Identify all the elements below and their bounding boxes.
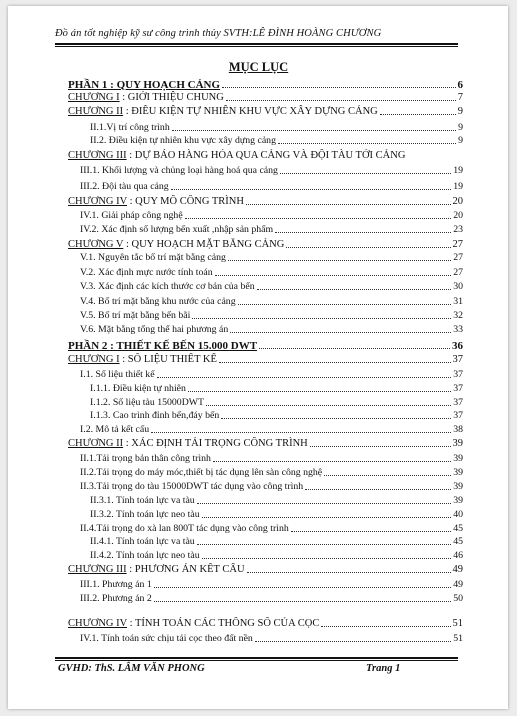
toc-page-number: 19 — [453, 181, 463, 192]
toc-page-number: 39 — [453, 467, 463, 478]
toc-chapter-title: : PHƯƠNG ÁN KẾT CẤU — [126, 564, 245, 575]
toc-entry-title: III.2. Phương án 2 — [80, 593, 152, 604]
toc-entry-title: V.5. Bố trí mặt bằng bến bãi — [80, 310, 191, 321]
toc-entry-title: I.1. Số liệu thiết kế — [80, 369, 155, 380]
toc-chapter-entry — [68, 437, 463, 451]
toc-entry-title: II.1.Tải trọng bản thân công trình — [80, 453, 211, 464]
toc-page-number: 38 — [453, 424, 463, 435]
toc-part-entry — [68, 339, 463, 353]
toc-entry-title: IV.1. Giải pháp công nghệ — [80, 210, 183, 221]
toc-dot-leader — [278, 134, 456, 144]
toc-page-number: 37 — [453, 410, 463, 421]
toc-title: MỤC LỤC — [228, 60, 289, 74]
toc-chapter-entry — [68, 105, 463, 119]
toc-chapter-entry — [68, 91, 463, 105]
toc-page-number: 39 — [452, 438, 463, 449]
toc-dot-leader — [192, 309, 451, 319]
toc-entry-title: III.2. Đội tàu qua cảng — [80, 181, 169, 192]
toc-entry-title: IV.1. Tính toán sức chịu tải cọc theo đất nền — [80, 633, 253, 644]
toc-section-entry — [90, 494, 463, 508]
toc-dot-leader — [321, 617, 450, 627]
toc-chapter-label: CHƯƠNG IV — [68, 618, 127, 629]
toc-page-number: 23 — [453, 224, 463, 235]
toc-chapter-entry — [68, 617, 463, 631]
toc-section-entry — [80, 309, 463, 323]
toc-section-entry — [80, 368, 463, 382]
toc-entry-title: PHẦN 2 : THIẾT KẾ BẾN 15.000 DWT — [68, 340, 258, 352]
toc-page-number: 36 — [452, 340, 463, 352]
toc-entry-title: II.4.Tải trọng do xà lan 800T tác dụng vào công trình — [80, 523, 289, 534]
toc-section-entry — [80, 323, 463, 337]
toc-dot-leader — [202, 549, 452, 559]
toc-entry-title: I.1.1. Điều kiện tự nhiên — [90, 383, 186, 394]
toc-page-number: 9 — [457, 106, 463, 117]
toc-dot-leader — [255, 632, 451, 642]
toc-section-entry — [80, 452, 463, 466]
toc-page-number: 45 — [453, 536, 463, 547]
toc-page-number: 9 — [458, 122, 463, 133]
toc-dot-leader — [286, 238, 450, 248]
toc-chapter-label: CHƯƠNG II — [68, 438, 124, 449]
toc-chapter-label: CHƯƠNG III — [68, 150, 127, 161]
toc-dot-leader — [154, 592, 451, 602]
toc-page-number: 39 — [453, 481, 463, 492]
toc-dot-leader — [275, 223, 451, 233]
footer-rule — [55, 657, 458, 659]
toc-entry-title: I.2. Mô tả kết cấu — [80, 424, 150, 435]
toc-page-number: 37 — [453, 397, 463, 408]
toc-entry-title: V.2. Xác định mực nước tính toán — [80, 267, 213, 278]
toc-section-entry — [90, 396, 463, 410]
toc-page-number: 31 — [453, 296, 463, 307]
toc-chapter-title: : DỰ BÁO HÀNG HÓA QUA CẢNG VÀ ĐỘI TÀU TỚI CẢNG — [126, 150, 406, 161]
toc-chapter-title: : SỐ LIỆU THIẾT KẾ — [119, 354, 217, 365]
toc-entry-title: V.4. Bố trí mặt bằng khu nước của cảng — [80, 296, 236, 307]
toc-section-entry — [80, 209, 463, 223]
toc-entry-title: IV.2. Xác định số lượng bến xuất ,nhập sản phẩm — [80, 224, 274, 235]
toc-page-number: 27 — [453, 252, 463, 263]
toc-entry-title: V.6. Mặt bằng tổng thể hai phương án — [80, 324, 229, 335]
toc-section-entry — [90, 549, 463, 563]
toc-page-number: 39 — [453, 453, 463, 464]
toc-page-number: 37 — [453, 369, 463, 380]
page-header: Đồ án tốt nghiệp kỹ sư công trình thủy SVTH:LÊ ĐÌNH HOÀNG CHƯƠNG — [55, 28, 382, 39]
toc-section-entry — [80, 295, 463, 309]
toc-dot-leader — [310, 437, 451, 447]
toc-entry-title: II.1.Vị trí công trình — [90, 122, 170, 133]
toc-dot-leader — [259, 339, 450, 349]
toc-chapter-title: : QUY MÔ CÔNG TRÌNH — [127, 196, 244, 207]
toc-chapter-title: : ĐIỀU KIỆN TỰ NHIÊN KHU VỰC XÂY DỰNG CẢNG — [123, 106, 378, 117]
toc-chapter-entry — [68, 353, 463, 367]
toc-chapter-title: : GIỚI THIỆU CHUNG — [119, 92, 224, 103]
toc-page-number: 27 — [453, 267, 463, 278]
toc-section-entry — [80, 180, 463, 194]
toc-dot-leader — [197, 494, 451, 504]
toc-entry-title: V.3. Xác định các kích thước cơ bản của bến — [80, 281, 255, 292]
toc-entry-title: II.2. Điều kiện tự nhiên khu vực xây dựng cảng — [90, 135, 276, 146]
toc-entry-title: II.4.2. Tính toán lực neo tàu — [90, 550, 200, 561]
toc-entry-title — [68, 195, 244, 209]
toc-page-number: 45 — [453, 523, 463, 534]
toc-page-number: 6 — [457, 79, 463, 91]
toc-part-entry — [68, 78, 463, 92]
toc-entry-title — [68, 105, 378, 119]
toc-chapter-label: CHƯƠNG IV — [68, 196, 127, 207]
toc-dot-leader — [202, 508, 452, 518]
toc-dot-leader — [246, 195, 451, 205]
toc-page-number: 51 — [453, 633, 463, 644]
toc-section-entry — [90, 121, 463, 135]
toc-section-entry — [80, 522, 463, 536]
toc-chapter-title: : XÁC ĐỊNH TẢI TRỌNG CÔNG TRÌNH — [123, 438, 308, 449]
toc-page-number: 9 — [458, 135, 463, 146]
toc-section-entry — [90, 382, 463, 396]
toc-section-entry — [80, 578, 463, 592]
toc-entry-title: III.1. Phương án 1 — [80, 579, 152, 590]
toc-page-number: 20 — [452, 196, 463, 207]
toc-chapter-label: CHƯƠNG II — [68, 106, 124, 117]
toc-page-number: 50 — [453, 593, 463, 604]
toc-chapter-title: : QUY HOẠCH MẶT BẰNG CẢNG — [123, 239, 285, 250]
toc-entry-title — [68, 437, 308, 451]
toc-chapter-label: CHƯƠNG III — [68, 564, 127, 575]
toc-dot-leader — [151, 423, 451, 433]
toc-section-entry — [90, 134, 463, 148]
toc-chapter-title: : TÍNH TOÁN CÁC THÔNG SỐ CỦA CỌC — [127, 618, 320, 629]
toc-entry-title — [68, 617, 319, 631]
toc-entry-title: I.1.3. Cao trình đỉnh bến,đáy bến — [90, 410, 220, 421]
toc-entry-title: PHẦN 1 : QUY HOẠCH CẢNG — [68, 79, 221, 91]
toc-dot-leader — [305, 480, 451, 490]
toc-section-entry — [80, 592, 463, 606]
toc-dot-leader — [221, 409, 451, 419]
toc-entry-title — [68, 563, 245, 577]
toc-chapter-label: CHƯƠNG I — [68, 92, 120, 103]
toc-dot-leader — [172, 121, 456, 131]
toc-entry-title: V.1. Nguyên tắc bố trí mặt bằng cảng — [80, 252, 226, 263]
toc-entry-title: III.1. Khối lượng và chủng loại hàng hoá qua cảng — [80, 165, 278, 176]
footer-advisor: GVHD: ThS. LÂM VĂN PHONG — [58, 663, 205, 674]
toc-dot-leader — [157, 368, 452, 378]
toc-section-entry — [80, 223, 463, 237]
toc-entry-title — [68, 91, 224, 105]
toc-section-entry — [80, 164, 463, 178]
toc-page-number: 32 — [453, 310, 463, 321]
toc-dot-leader — [215, 266, 452, 276]
toc-section-entry — [90, 535, 463, 549]
toc-dot-leader — [230, 323, 451, 333]
toc-section-entry — [90, 409, 463, 423]
toc-dot-leader — [154, 578, 451, 588]
toc-entry-title: II.3.2. Tính toán lực neo tàu — [90, 509, 200, 520]
toc-dot-leader — [380, 105, 456, 115]
toc-page-number: 27 — [452, 239, 463, 250]
toc-entry-title: II.2.Tải trọng do máy móc,thiết bị tác dụng lên sàn công nghệ — [80, 467, 323, 478]
toc-dot-leader — [324, 466, 451, 476]
toc-dot-leader — [219, 353, 451, 363]
toc-dot-leader — [188, 382, 451, 392]
toc-entry-title: II.4.1. Tính toán lực va tàu — [90, 536, 195, 547]
toc-dot-leader — [213, 452, 451, 462]
toc-page-number: 19 — [453, 165, 463, 176]
toc-chapter-entry — [68, 563, 463, 577]
toc-dot-leader — [206, 396, 451, 406]
toc-page-number: 37 — [453, 383, 463, 394]
toc-chapter-label: CHƯƠNG V — [68, 239, 124, 250]
toc-page-number: 49 — [453, 579, 463, 590]
toc-section-entry — [80, 632, 463, 646]
toc-section-entry — [80, 280, 463, 294]
toc-entry-title: II.3.Tải trọng do tàu 15000DWT tác dụng vào công trình — [80, 481, 304, 492]
toc-section-entry — [80, 423, 463, 437]
toc-dot-leader — [280, 164, 451, 174]
toc-dot-leader — [247, 563, 451, 573]
toc-page-number: 39 — [453, 495, 463, 506]
footer-page-number: Trang 1 — [366, 663, 401, 674]
toc-section-entry — [80, 466, 463, 480]
toc-chapter-entry — [68, 149, 463, 163]
toc-dot-leader — [222, 78, 455, 88]
toc-chapter-entry — [68, 195, 463, 209]
toc-entry-title: I.1.2. Số liệu tàu 15000DWT — [90, 397, 205, 408]
toc-chapter-label: CHƯƠNG I — [68, 354, 120, 365]
toc-dot-leader — [291, 522, 451, 532]
toc-page-number: 30 — [453, 281, 463, 292]
toc-dot-leader — [226, 91, 456, 101]
toc-entry-title — [68, 353, 217, 367]
toc-section-entry — [90, 508, 463, 522]
toc-page-number: 46 — [453, 550, 463, 561]
footer-rule-thin — [55, 660, 458, 661]
toc-dot-leader — [238, 295, 452, 305]
toc-dot-leader — [197, 535, 451, 545]
toc-page-number: 49 — [452, 564, 463, 575]
toc-chapter-entry — [68, 238, 463, 252]
toc-dot-leader — [171, 180, 452, 190]
toc-entry-title — [68, 149, 405, 163]
toc-entry-title — [68, 238, 284, 252]
toc-section-entry — [80, 480, 463, 494]
toc-section-entry — [80, 251, 463, 265]
toc-page-number: 20 — [453, 210, 463, 221]
toc-section-entry — [80, 266, 463, 280]
toc-page-number: 40 — [453, 509, 463, 520]
toc-dot-leader — [228, 251, 451, 261]
toc-page-number: 37 — [452, 354, 463, 365]
toc-dot-leader — [185, 209, 452, 219]
toc-page-number: 7 — [457, 92, 463, 103]
toc-entry-title: II.3.1. Tính toán lực va tàu — [90, 495, 195, 506]
toc-page-number: 51 — [452, 618, 463, 629]
toc-dot-leader — [257, 280, 452, 290]
toc-page-number: 33 — [453, 324, 463, 335]
